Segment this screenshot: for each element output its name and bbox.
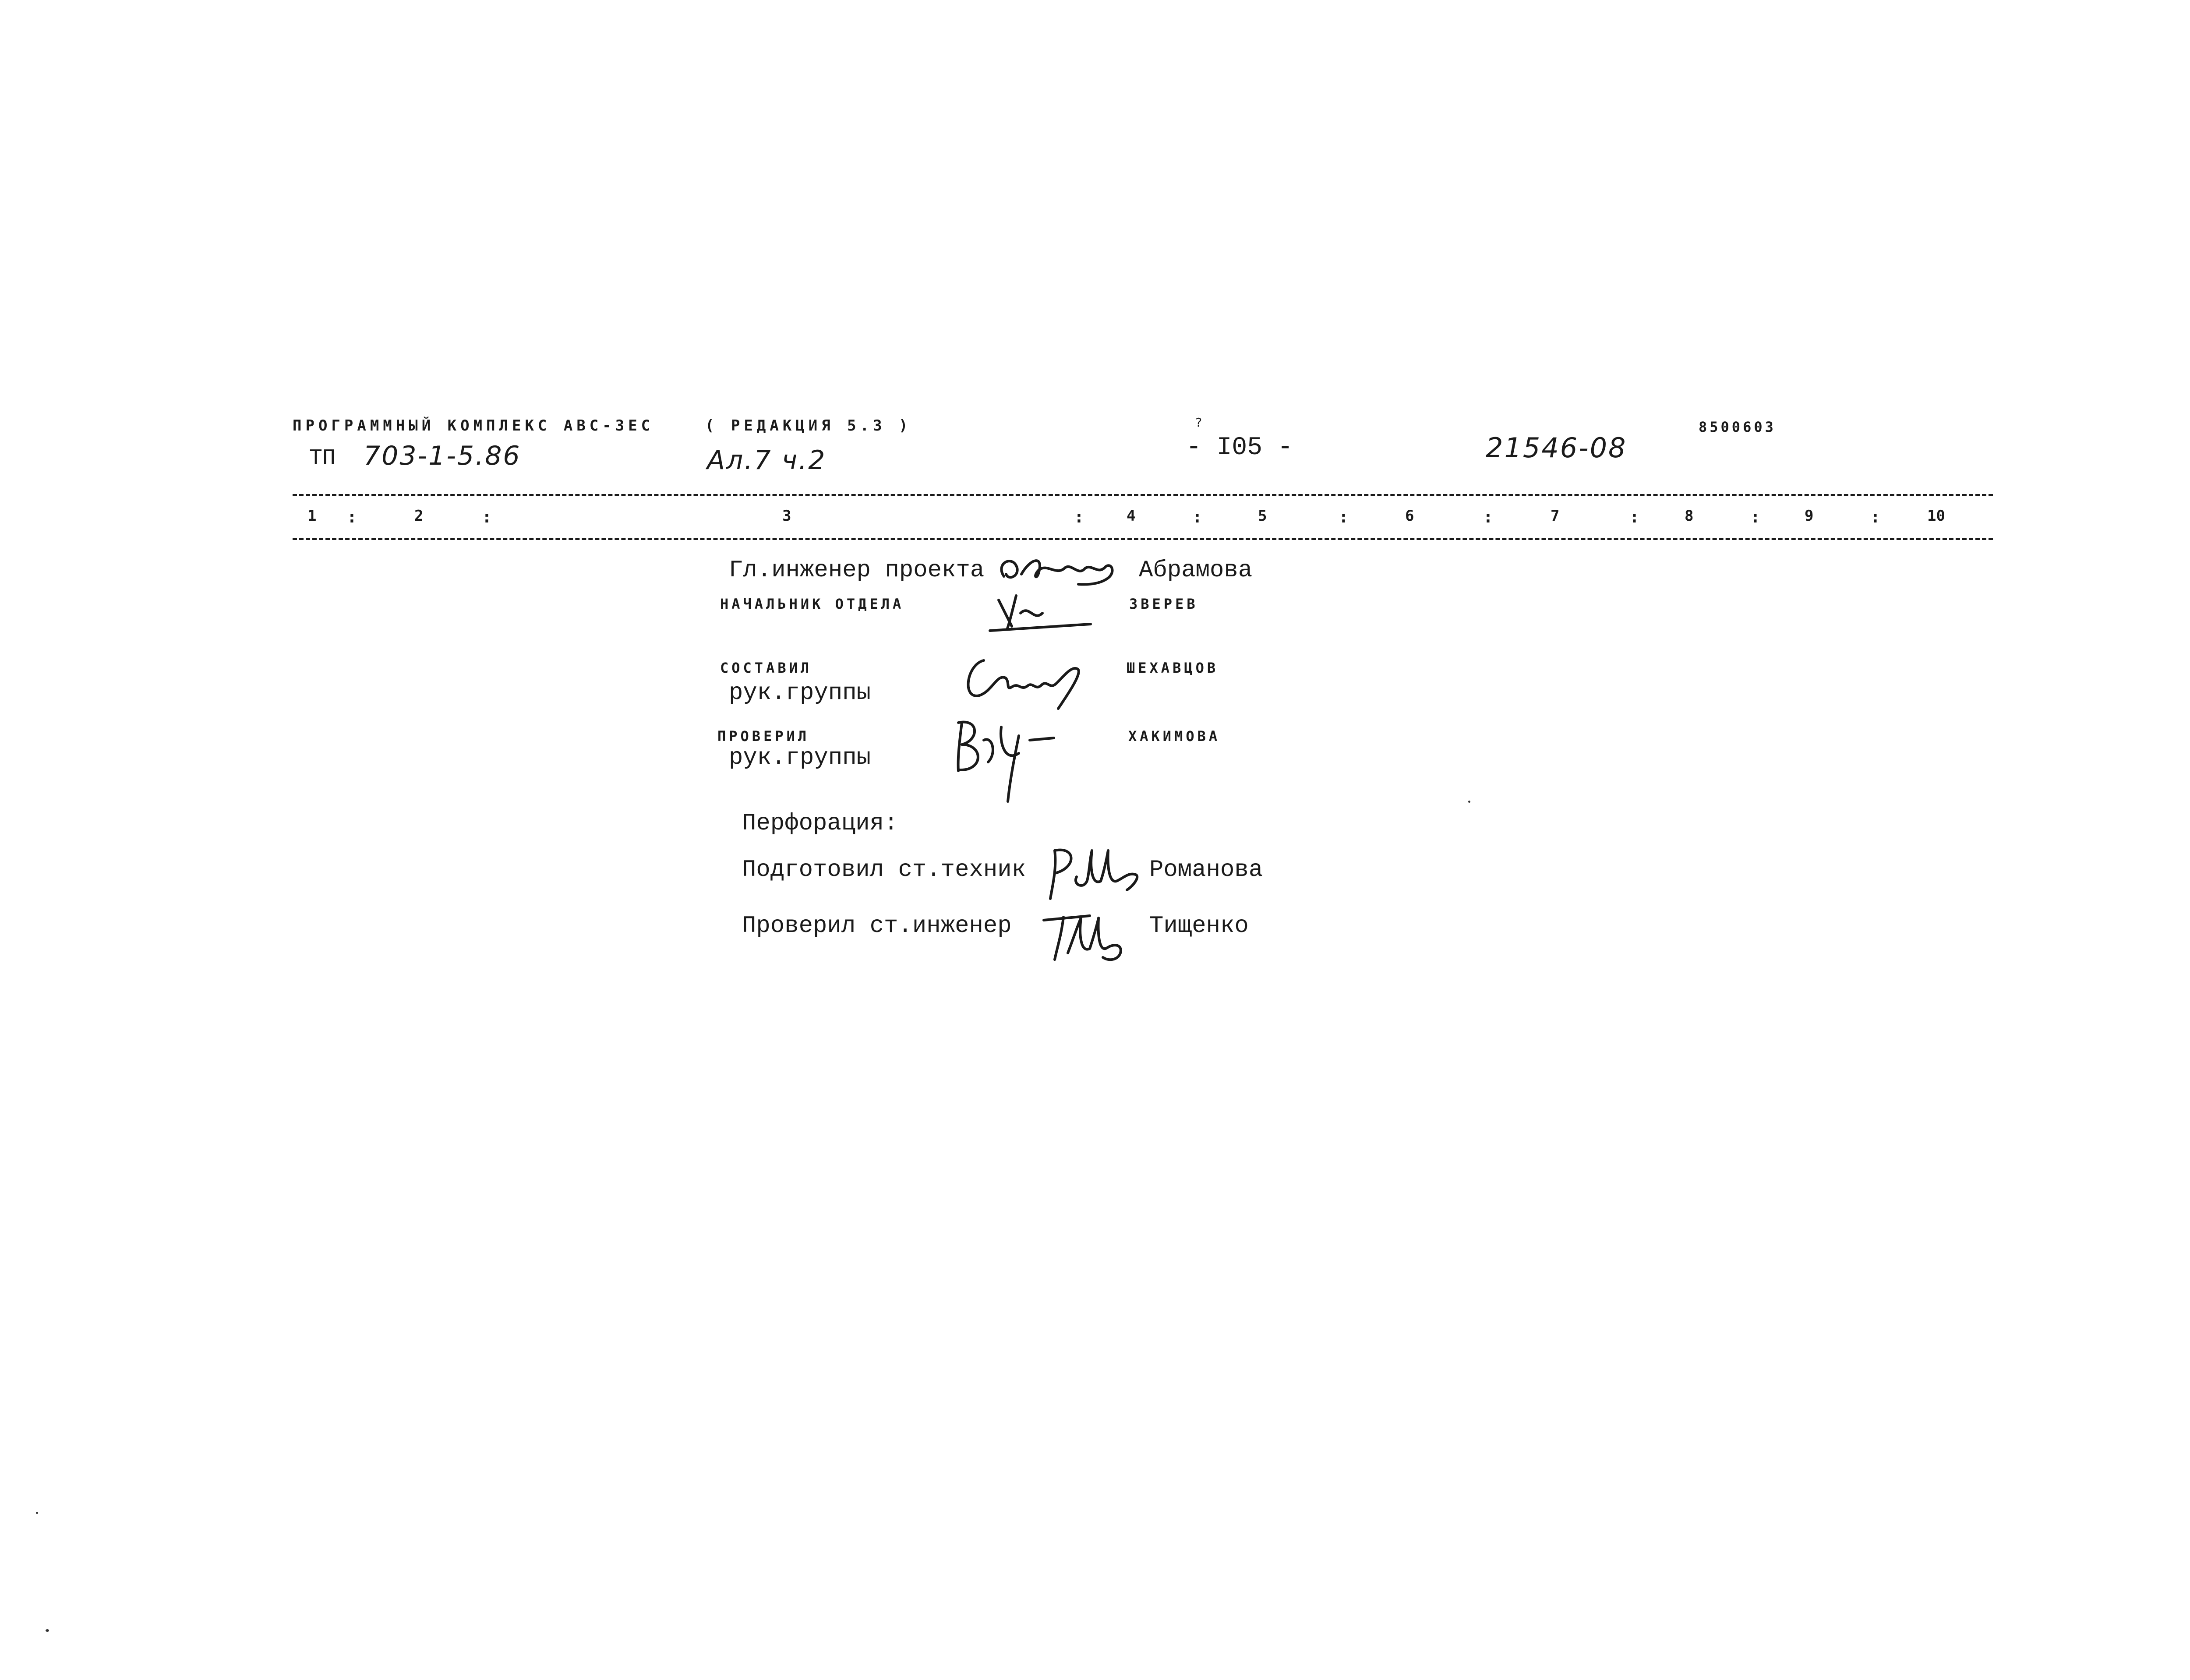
column-separator: : [1629,507,1639,526]
edition-label: ( РЕДАКЦИЯ 5.3 ) [705,417,912,434]
album-label: Ал.7 ч.2 [707,445,827,476]
column-number: 8 [1685,507,1694,525]
top-dashed-rule [293,494,1993,496]
checked-subtitle: рук.группы [729,745,871,771]
document-code: 8500603 [1699,419,1776,435]
page-mark: ? [1195,415,1202,430]
column-separator: : [347,507,357,526]
checked-title: ПРОВЕРИЛ [717,728,810,745]
column-number: 5 [1258,507,1267,525]
order-number: 21546-08 [1486,432,1627,464]
tp-label: ТП [309,446,336,471]
compiled-title: СОСТАВИЛ [720,660,812,676]
perforation-checked-title: Проверил ст.инженер [742,913,1012,939]
column-number: 1 [307,507,317,525]
column-number: 7 [1551,507,1560,525]
dept-head-signature [981,587,1095,635]
compiled-subtitle: рук.группы [729,680,871,706]
column-number: 2 [414,507,424,525]
compiled-signature [957,647,1089,713]
column-separator: : [1074,507,1084,526]
chief-engineer-name: Абрамова [1139,557,1253,584]
perforation-prepared-name: Романова [1149,857,1263,883]
dept-head-title: НАЧАЛЬНИК ОТДЕЛА [720,596,904,612]
perforation-prepared-signature [1046,842,1151,903]
column-separator: : [1192,507,1202,526]
column-number: 10 [1927,507,1945,525]
compiled-name: ШЕХАВЦОВ [1127,660,1219,676]
column-separator: : [1750,507,1760,526]
program-title: ПРОГРАММНЫЙ КОМПЛЕКС АВС-3ЕС [293,417,654,434]
checked-signature [953,714,1067,806]
perforation-heading: Перфорация: [742,810,898,837]
dept-head-name: ЗВЕРЕВ [1129,596,1198,612]
checked-name: ХАКИМОВА [1128,728,1221,745]
scan-speck [46,1629,49,1632]
column-separator: : [1339,507,1349,526]
column-separator: : [1483,507,1493,526]
column-number: 4 [1127,507,1136,525]
tp-number: 703-1-5.86 [364,441,521,471]
column-number: 3 [782,507,791,525]
column-number: 9 [1805,507,1814,525]
bottom-dashed-rule [293,538,1993,540]
column-separator: : [482,507,492,526]
perforation-prepared-title: Подготовил ст.техник [742,857,1026,883]
chief-engineer-title: Гл.инженер проекта [729,557,985,584]
column-number: 6 [1405,507,1414,525]
scan-speck [1468,801,1470,803]
page-number: - I05 - [1186,434,1293,462]
column-separator: : [1870,507,1880,526]
perforation-checked-signature [1037,905,1134,966]
perforation-checked-name: Тищенко [1149,913,1249,939]
scan-speck [36,1512,38,1514]
